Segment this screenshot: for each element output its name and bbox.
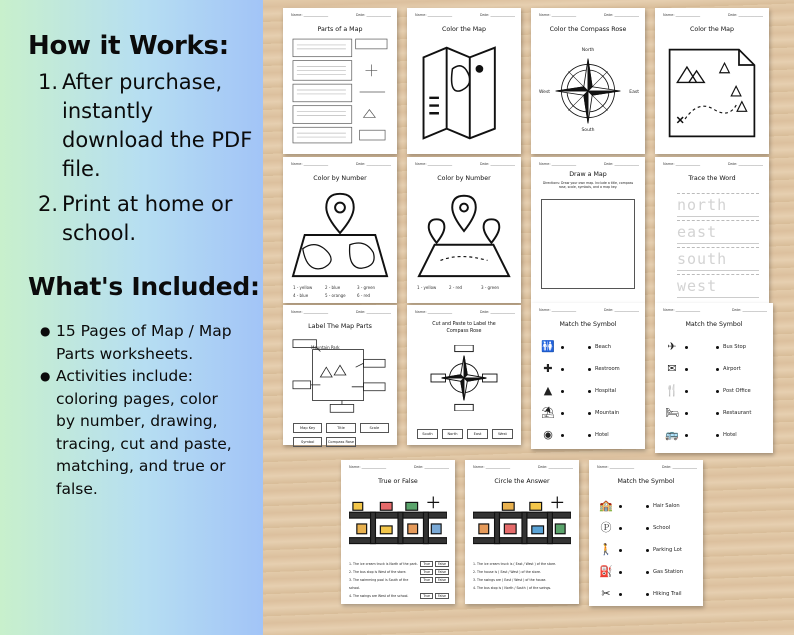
statement: 3. The swimming pool is South of the school.: [349, 578, 409, 590]
statement: 3. The swings are ( East / West ) of the house.: [473, 578, 547, 582]
circle-statements: [473, 560, 573, 592]
mountain-icon: ▲: [543, 384, 553, 397]
true-box[interactable]: True: [420, 569, 433, 575]
step-item: [38, 68, 258, 184]
worksheet-title: True or False: [378, 478, 418, 485]
worksheet-title: Color by Number: [313, 175, 367, 182]
statement: 1. The ice cream truck is ( East / West ) of the store.: [473, 562, 557, 566]
town-map-illustration: [473, 490, 571, 554]
date-label: Date: _____: [356, 162, 391, 166]
date-label: Date: _____: [356, 310, 391, 314]
label-map-illustration: [291, 335, 389, 419]
match-label: Airport: [723, 366, 741, 372]
school-icon: 🏫: [599, 499, 613, 512]
legend-item: 3 - green: [481, 285, 500, 290]
match-row: [665, 424, 767, 446]
word-box: Scale: [360, 423, 389, 433]
match-row: [541, 380, 639, 402]
worksheet-title: Trace the Word: [688, 175, 736, 182]
name-label: Name: _____: [473, 465, 510, 469]
worksheet-trace-word: [655, 157, 769, 303]
worksheet-color-map-1: [407, 8, 521, 154]
included-list: [40, 320, 240, 500]
worksheet-title: Parts of a Map: [317, 26, 363, 33]
true-false-statements: [349, 560, 449, 600]
legend-item: 3 - green: [357, 285, 376, 290]
worksheet-color-map-2: [655, 8, 769, 154]
match-row: [665, 336, 767, 358]
color-legend: [417, 285, 513, 290]
trace-word: north: [677, 193, 759, 217]
worksheet-title: Cut and Paste to Label the Compass Rose: [432, 322, 496, 334]
whats-included-heading: What's Included:: [28, 272, 260, 301]
trace-word: east: [677, 220, 759, 244]
draw-instructions: Directions: Draw your own map. Include a title, compass rose, scale, symbols, and a map key.: [542, 181, 634, 190]
info-panel: [0, 0, 263, 635]
word-box: Map Key: [293, 423, 322, 433]
date-label: Date: _____: [480, 13, 515, 17]
word-box: East: [467, 429, 488, 439]
match-row: [541, 402, 639, 424]
word-box: Symbol: [293, 437, 322, 447]
worksheet-title: Color by Number: [437, 175, 491, 182]
false-box[interactable]: False: [435, 577, 449, 583]
match-row: [541, 424, 639, 446]
worksheet-title: Match the Symbol: [685, 321, 743, 328]
hotel-pin-icon: ◉: [543, 428, 553, 441]
included-item: [40, 365, 240, 500]
match-label: School: [653, 525, 671, 531]
parking-icon: Ⓟ: [600, 521, 612, 534]
match-label: Gas Station: [653, 569, 683, 575]
match-row: [599, 539, 697, 561]
statement-row: [349, 568, 449, 576]
bus-stop-icon: 🚌: [665, 428, 679, 441]
match-label: Restaurant: [723, 410, 752, 416]
match-row: [541, 358, 639, 380]
included-text: 15 Pages of Map / Map Parts worksheets.: [56, 322, 232, 363]
hiker-icon: 🚶: [599, 543, 613, 556]
statement: 4. The swings are West of the school.: [349, 594, 409, 598]
park-label: Mountain Park: [311, 345, 340, 350]
match-list: [541, 336, 639, 446]
beach-umbrella-icon: ⛱: [541, 406, 555, 419]
legend-item: 5 - orange: [325, 293, 346, 298]
date-label: Date: _____: [604, 162, 639, 166]
restaurant-icon: 🍴: [665, 384, 679, 397]
false-box[interactable]: False: [435, 569, 449, 575]
name-label: Name: _____: [349, 465, 386, 469]
scissors-icon: ✂: [601, 587, 611, 600]
word-box: Title: [326, 423, 355, 433]
statement-row: [349, 560, 449, 568]
trace-word: west: [677, 274, 759, 298]
trace-word: south: [677, 247, 759, 271]
bullet-icon: ●: [40, 324, 51, 338]
statement: 1. The ice cream truck is North of the park.: [349, 562, 418, 566]
gas-pump-icon: ⛽: [599, 565, 613, 578]
word-box: South: [417, 429, 438, 439]
match-label: Hospital: [595, 388, 617, 394]
name-label: Name: _____: [663, 13, 700, 17]
compass-rose-icon: [553, 56, 623, 126]
date-label: Date: _____: [732, 308, 767, 312]
name-label: Name: _____: [539, 13, 576, 17]
date-label: Date: _____: [728, 13, 763, 17]
worksheet-label-map-parts: [283, 305, 397, 445]
match-row: [599, 561, 697, 583]
false-box[interactable]: False: [435, 593, 449, 599]
folded-map-illustration: [415, 40, 513, 146]
name-label: Name: _____: [291, 310, 328, 314]
name-label: Name: _____: [415, 162, 452, 166]
match-row: [599, 495, 697, 517]
date-label: Date: _____: [414, 465, 449, 469]
post-office-icon: ✉: [667, 362, 677, 375]
legend-item: 2 - red: [449, 285, 463, 290]
match-label: Restroom: [595, 366, 620, 372]
date-label: Date: _____: [538, 465, 573, 469]
word-box: North: [442, 429, 463, 439]
step-number: 1.: [38, 70, 59, 94]
legend-item: 4 - blue: [293, 293, 309, 298]
date-label: Date: _____: [604, 308, 639, 312]
statement-row: [349, 592, 449, 600]
steps-list: [38, 68, 258, 254]
match-row: [599, 583, 697, 605]
label-word-bank: [293, 423, 389, 447]
drawing-box: [541, 199, 635, 289]
hospital-icon: ✚: [543, 362, 553, 375]
name-label: Name: _____: [539, 308, 576, 312]
step-text: Print at home or school.: [62, 192, 233, 245]
worksheet-compass-rose: [531, 8, 645, 154]
word-box: West: [492, 429, 513, 439]
north-label: North: [581, 48, 595, 53]
worksheet-match-symbol-2: [655, 303, 773, 453]
date-label: Date: _____: [480, 162, 515, 166]
worksheet-match-symbol-1: [531, 303, 645, 449]
worksheet-title: Circle the Answer: [494, 478, 550, 485]
worksheet-title: Label The Map Parts: [308, 323, 372, 330]
worksheet-title: Color the Map: [689, 26, 735, 33]
match-label: Beach: [595, 344, 612, 350]
statement: 2. The house is ( East / West ) of the store.: [473, 570, 541, 574]
east-label: East: [629, 90, 639, 95]
false-box[interactable]: False: [435, 561, 449, 567]
worksheet-preview-area: [263, 0, 794, 635]
match-row: [665, 402, 767, 424]
match-label: Parking Lot: [653, 547, 682, 553]
match-label: Mountain: [595, 410, 620, 416]
statement-row: [349, 576, 449, 592]
worksheet-draw-map: [531, 157, 645, 303]
match-row: [599, 517, 697, 539]
south-label: South: [581, 128, 595, 133]
treasure-map-illustration: [663, 40, 761, 146]
statement: 4. The bus stop is ( North / South ) of the swings.: [473, 586, 552, 590]
match-label: Post Office: [723, 388, 751, 394]
name-label: Name: _____: [663, 162, 700, 166]
word-box: Compass Rose: [326, 437, 355, 447]
compass-rose-icon: [427, 345, 501, 411]
name-label: Name: _____: [539, 162, 576, 166]
pins-map-illustration: [415, 189, 513, 279]
worksheet-color-by-number-1: [283, 157, 397, 303]
true-box[interactable]: True: [420, 593, 433, 599]
worksheet-color-by-number-2: [407, 157, 521, 303]
bullet-icon: ●: [40, 369, 51, 383]
name-label: Name: _____: [415, 310, 452, 314]
date-label: Date: _____: [604, 13, 639, 17]
name-label: Name: _____: [597, 465, 634, 469]
worksheet-circle-answer: [465, 460, 579, 604]
name-label: Name: _____: [415, 13, 452, 17]
true-box[interactable]: True: [420, 561, 433, 567]
legend-item: 1 - yellow: [417, 285, 437, 290]
worksheet-title: Color the Compass Rose: [549, 26, 627, 33]
match-row: [665, 380, 767, 402]
name-label: Name: _____: [291, 13, 328, 17]
name-label: Name: _____: [663, 308, 700, 312]
legend-item: 6 - red: [357, 293, 371, 298]
match-row: [541, 336, 639, 358]
worksheet-title: Match the Symbol: [617, 478, 675, 485]
true-box[interactable]: True: [420, 577, 433, 583]
worksheet-cut-paste: [407, 305, 521, 445]
statement: 2. The bus stop is West of the store.: [349, 570, 407, 574]
date-label: Date: _____: [480, 310, 515, 314]
step-item: [38, 190, 258, 248]
worksheet-title: Draw a Map: [569, 171, 607, 178]
step-text: After purchase, instantly download the PDF file.: [62, 70, 253, 181]
parts-of-map-illustration: [291, 36, 389, 146]
date-label: Date: _____: [356, 13, 391, 17]
trace-words: [677, 193, 759, 301]
name-label: Name: _____: [291, 162, 328, 166]
worksheet-parts-of-map: [283, 8, 397, 154]
pin-map-illustration: [291, 189, 389, 279]
match-label: Hotel: [595, 432, 609, 438]
worksheet-title: Match the Symbol: [559, 321, 617, 328]
worksheet-true-false: [341, 460, 455, 604]
town-map-illustration: [349, 490, 447, 554]
match-label: Bus Stop: [723, 344, 746, 350]
restroom-icon: 🚻: [541, 340, 555, 353]
match-label: Hotel: [723, 432, 737, 438]
hotel-bed-icon: 🛏: [665, 406, 679, 419]
worksheet-match-symbol-3: [589, 460, 703, 606]
west-label: West: [539, 90, 551, 95]
included-text: Activities include: coloring pages, color by number, drawing, tracing, cut and paste, matching, and true or false.: [56, 367, 232, 498]
worksheet-title: Color the Map: [441, 26, 487, 33]
date-label: Date: _____: [728, 162, 763, 166]
match-list: [599, 495, 697, 605]
match-label: Hair Salon: [653, 503, 680, 509]
how-it-works-heading: How it Works:: [28, 31, 229, 61]
match-label: Hiking Trail: [653, 591, 682, 597]
color-legend: [293, 285, 389, 298]
cut-word-bank: [417, 429, 513, 439]
legend-item: 2 - blue: [325, 285, 341, 290]
step-number: 2.: [38, 192, 59, 216]
airplane-icon: ✈: [667, 340, 677, 353]
date-label: Date: _____: [662, 465, 697, 469]
included-item: [40, 320, 240, 365]
match-row: [665, 358, 767, 380]
legend-item: 1 - yellow: [293, 285, 313, 290]
match-list: [665, 336, 767, 446]
